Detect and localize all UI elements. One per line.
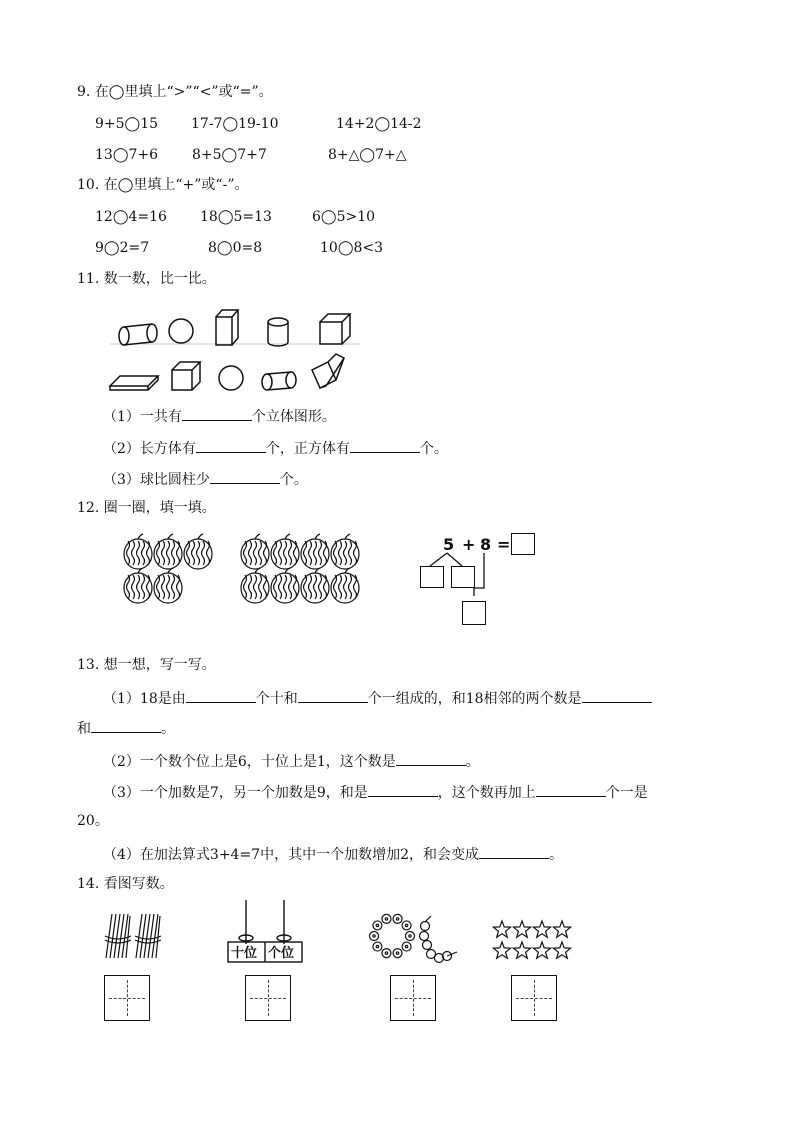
abacus-tens-label: 十位 (231, 946, 258, 961)
answer-blank[interactable] (479, 845, 549, 859)
answer-blank[interactable] (368, 783, 438, 797)
star-icon (533, 921, 550, 937)
q12-title: 12. 圈一圈，填一填。 (77, 500, 216, 516)
q10-item: 8◯0=8 (208, 240, 263, 256)
answer-box[interactable] (420, 566, 444, 588)
star-icon (493, 921, 510, 937)
bead-icon (423, 941, 432, 950)
watermelon-icon (331, 534, 359, 569)
abacus-ones-label: 个位 (268, 946, 295, 961)
answer-blank[interactable] (210, 470, 280, 484)
q12-plus: + (462, 535, 476, 554)
stick-bundles-icon (100, 910, 170, 966)
star-icon (553, 921, 570, 937)
q9-item: 8+5◯7+7 (192, 147, 267, 163)
q11-title: 11. 数一数，比一比。 (77, 271, 216, 287)
q10-item: 10◯8<3 (320, 240, 384, 256)
cylinder-icon (268, 318, 288, 346)
watermelon-icon (331, 568, 359, 603)
q10-title: 10. 在◯里填上“+”或“-”。 (77, 177, 249, 193)
answer-blank[interactable] (182, 407, 252, 421)
sphere-icon (169, 319, 193, 343)
q9-item: 13◯7+6 (95, 147, 159, 163)
answer-grid-box[interactable] (245, 975, 291, 1021)
answer-blank[interactable] (196, 439, 266, 453)
answer-grid-box[interactable] (390, 975, 436, 1021)
cuboid-icon (216, 310, 238, 345)
star-icon (493, 942, 510, 958)
q9-item: 17-7◯19-10 (191, 116, 279, 132)
q12-addend-a: 5 (443, 535, 455, 554)
answer-box[interactable] (462, 601, 486, 625)
watermelon-icon (124, 534, 152, 569)
bead-icon (393, 914, 402, 923)
q11-line3: （3）球比圆柱少 个。 (103, 472, 308, 488)
stars-icon (490, 918, 580, 966)
q9-title: 9. 在◯里填上“>”“<”或“=”。 (77, 84, 273, 100)
bead-icon (402, 921, 411, 930)
answer-blank[interactable] (91, 719, 161, 733)
cuboid-icon (110, 376, 158, 390)
answer-grid-box[interactable] (104, 975, 150, 1021)
q10-item: 9◯2=7 (95, 240, 150, 256)
bead-icon (370, 932, 379, 941)
q10-item: 12◯4=16 (95, 209, 167, 225)
q12-equals: = (497, 535, 511, 554)
q9-item: 8+△◯7+△ (328, 147, 407, 163)
q9-item: 14+2◯14-2 (336, 116, 422, 132)
cylinder-icon (119, 324, 157, 345)
cylinder-icon (262, 372, 296, 390)
bead-icon (402, 942, 411, 951)
watermelon-icon (271, 534, 299, 569)
q13-title: 13. 想一想，写一写。 (77, 657, 216, 673)
watermelon-icon (241, 568, 269, 603)
q13-line1b: 和 。 (77, 721, 175, 737)
watermelon-icon (301, 568, 329, 603)
bead-icon (382, 949, 391, 958)
watermelon-icon (124, 568, 152, 603)
q13-line3: （3）一个加数是7，另一个加数是9，和是 ，这个数再加上 个一是 (103, 785, 648, 801)
bead-icon (382, 914, 391, 923)
cube-icon (172, 362, 200, 390)
split-lines (418, 550, 498, 630)
sphere-icon (219, 366, 243, 390)
cuboid-icon (312, 354, 344, 388)
answer-blank[interactable] (536, 783, 606, 797)
star-icon (513, 942, 530, 958)
bead-icon (406, 932, 415, 941)
answer-box[interactable] (511, 533, 535, 555)
star-icon (533, 942, 550, 958)
answer-grid-box[interactable] (511, 975, 557, 1021)
watermelon-icon (301, 534, 329, 569)
q12-addend-b: 8 (480, 535, 492, 554)
answer-box[interactable] (451, 566, 475, 588)
bead-icon (373, 942, 382, 951)
bead-icon (421, 922, 430, 931)
answer-blank[interactable] (350, 439, 420, 453)
q11-line1: （1）一共有 个立体图形。 (103, 409, 336, 425)
beads-icon (365, 912, 460, 972)
q14-title: 14. 看图写数。 (77, 876, 174, 892)
watermelon-figure (118, 534, 368, 608)
q11-line2: （2）长方体有 个，正方体有 个。 (103, 441, 448, 457)
solid-shapes-figure (100, 300, 370, 400)
answer-blank[interactable] (396, 752, 466, 766)
q9-item: 9+5◯15 (95, 116, 159, 132)
watermelon-icon (271, 568, 299, 603)
q13-line3b: 20。 (77, 813, 109, 829)
q10-item: 18◯5=13 (200, 209, 272, 225)
q13-line1: （1）18是由 个十和 个一组成的，和18相邻的两个数是 (103, 689, 652, 706)
watermelon-icon (154, 568, 182, 603)
watermelon-icon (184, 534, 212, 569)
answer-blank[interactable] (186, 689, 256, 703)
q13-line4: （4）在加法算式3+4=7中，其中一个加数增加2，和会变成 。 (103, 847, 563, 863)
bead-icon (373, 921, 382, 930)
q13-line2: （2）一个数个位上是6，十位上是1，这个数是 。 (103, 754, 480, 770)
star-icon (513, 921, 530, 937)
answer-blank[interactable] (582, 689, 652, 703)
cube-icon (320, 314, 350, 344)
watermelon-icon (154, 534, 182, 569)
star-icon (553, 942, 570, 958)
watermelon-icon (241, 534, 269, 569)
bead-icon (393, 949, 402, 958)
q10-item: 6◯5>10 (312, 209, 376, 225)
answer-blank[interactable] (298, 689, 368, 703)
bead-icon (420, 932, 429, 941)
